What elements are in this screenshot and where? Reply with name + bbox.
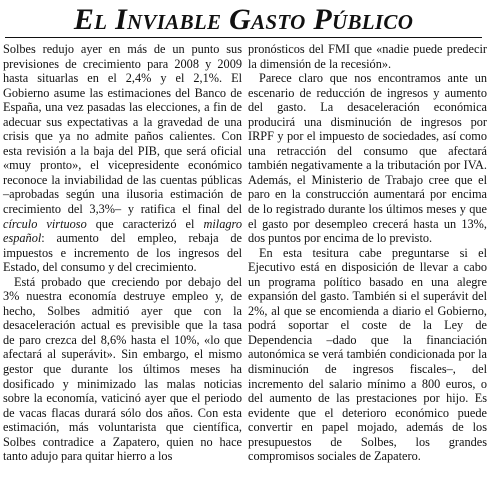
column-right <box>248 42 487 464</box>
paragraph-2 <box>3 275 242 464</box>
headline: El Inviable Gasto Público <box>73 3 414 36</box>
paragraph-3: Parece claro que nos encontramos ante un escenario de reducción de ingresos y aumento del gasto. La desaceleración económica producirá una disminución de ingresos por IRPF y por el impuesto de sociedades, así como una retracción del consumo que afectará también negativamente a la tributación por IVA. Además, el Ministerio de Trabajo cree que el paro en la construcción aumentará por encima de lo registrado durante los últimos meses y que el gasto por desempleo crecerá hasta un 13%, dos puntos por encima de lo previsto. <box>248 71 487 246</box>
italic-phrase: milagro español <box>3 216 242 246</box>
paragraph-2-part-a: Está probado que creciendo por debajo del 3% nuestra economía destruye empleo y, de hecho, Solbes admitió ayer que con la desaceleración actual es previsible que la tasa de paro crezca del 8,6% hasta el 10%, «lo que afectará al superávit». Sin embargo, el mismo gestor que durante los últimos meses ha dosificado y minimizado las malas noticias sobre la economía, vaticinó ayer que el periodo de vacas flacas durará sólo dos años. Con esta estimación, más voluntarista que científica, Solbes contradice a Zapatero, quien no hace tanto adujo para quitar hierro a los <box>3 274 242 464</box>
paragraph-1-text: Solbes redujo ayer en más de un punto sus previsiones de crecimiento para 2008 y 2009 hasta situarlas en el 2,4% y el 2,1%. El Gobierno asume las estimaciones del Banco de España, una vez pasadas las elecciones, a fin de adecuar sus expectativas a la gravedad de una crisis que ya no admite paños calientes. Con esta revisión a la baja del PIB, que será oficial «muy pronto», el vicepresidente económico reconoce la inviabilidad de las cuentas públicas –aprobadas según una ilusoria estimación de crecimiento del 3,3%– y ratifica el final del círculo virtuoso que caracterizó el milagro español: aumento del empleo, rebaja de impuestos e incremento de los ingresos del Estado, del consumo y del crecimiento. <box>3 42 242 275</box>
italic-phrase: círculo virtuoso <box>3 216 87 231</box>
paragraph-2-part-b: pronósticos del FMI que «nadie puede predecir la dimensión de la recesión». <box>248 42 487 71</box>
headline-rule <box>5 37 482 38</box>
column-left <box>3 42 242 464</box>
paragraph-4: En esta tesitura cabe preguntarse si el Ejecutivo está en disposición de llevar a cabo un programa político basado en una alegre expansión del gasto. También si el superávit del 2%, al que se encomienda a diario el Gobierno, podrá soportar el coste de la Ley de Dependencia –dado que la financiación autonómica se verá también condicionada por la disminución de ingresos fiscales–, del incremento del salario mínimo a 800 euros, o del aumento de las prestaciones por hijo. Es evidente que el deterioro económico puede convertir en papel mojado, además de los presupuestos de Solbes, los grandes compromisos sociales de Zapatero. <box>248 245 487 464</box>
paragraph-2-continued <box>248 42 487 71</box>
paragraph-1 <box>3 42 242 275</box>
